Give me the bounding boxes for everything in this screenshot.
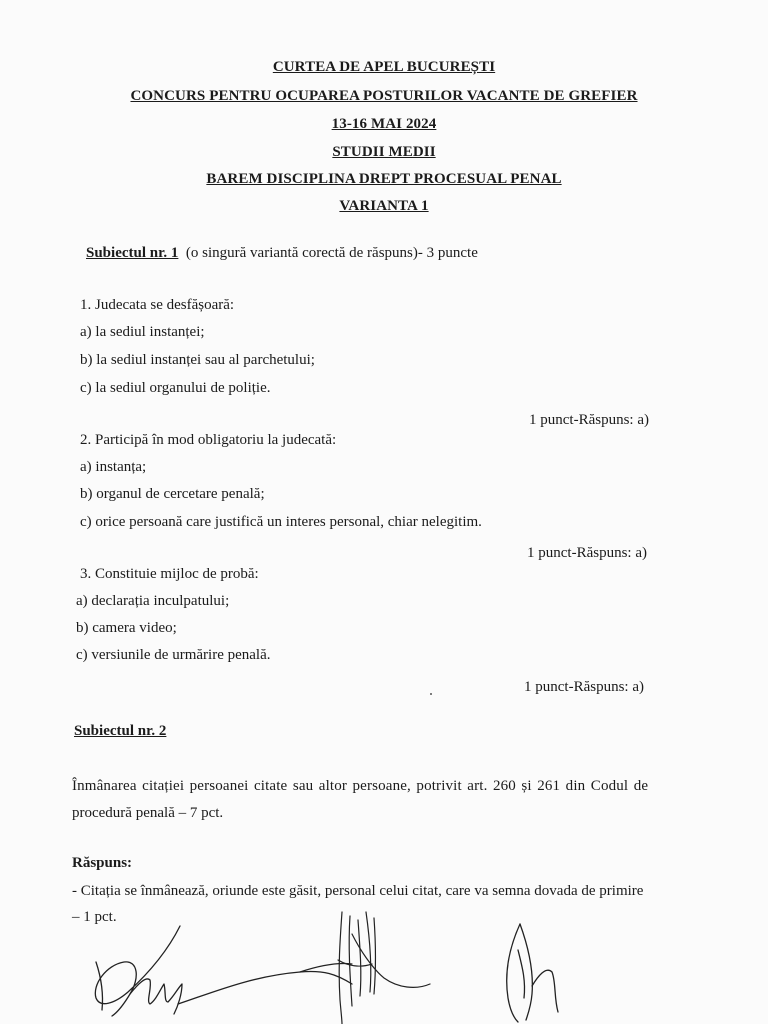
- q3-option-b: b) camera video;: [76, 620, 177, 636]
- competition-title: CONCURS PENTRU OCUPAREA POSTURILOR VACANTE DE GREFIER: [130, 88, 638, 104]
- discipline-title: BAREM DISCIPLINA DREPT PROCESUAL PENAL: [206, 171, 562, 187]
- subject2-title: Subiectul nr. 2: [74, 723, 167, 739]
- subject1-title: Subiectul nr. 1: [86, 245, 179, 261]
- subject1-note: (o singură variantă corectă de răspuns)- 3 puncte: [185, 245, 478, 261]
- answer-line2: – 1 pct.: [72, 909, 117, 925]
- q1-answer: 1 punct-Răspuns: a): [529, 412, 649, 428]
- exam-dates: 13-16 MAI 2024: [331, 116, 437, 132]
- study-level: STUDII MEDII: [332, 144, 436, 160]
- q1-option-c: c) la sediul organului de poliție.: [80, 380, 271, 396]
- question-2: 2. Participă în mod obligatoriu la judecată:: [80, 432, 337, 448]
- signature-left: [95, 926, 352, 1016]
- court-name: CURTEA DE APEL BUCUREȘTI: [272, 59, 496, 75]
- q3-answer: 1 punct-Răspuns: a): [524, 679, 644, 695]
- q3-option-c: c) versiunile de urmărire penală.: [76, 647, 271, 663]
- question-3: 3. Constituie mijloc de probă:: [80, 566, 259, 582]
- question-1: 1. Judecata se desfășoară:: [80, 297, 235, 313]
- q1-option-b: b) la sediul instanței sau al parchetului;: [80, 352, 315, 368]
- answer-line1: - Citația se înmânează, oriunde este găsit, personal celui citat, care va semna dovada de primire: [72, 883, 644, 899]
- q2-option-a: a) instanța;: [80, 459, 147, 475]
- q2-option-c: c) orice persoană care justifică un interes personal, chiar nelegitim.: [80, 514, 482, 530]
- signature-middle: [300, 912, 430, 1024]
- signature-right: [507, 924, 558, 1022]
- subject2-text-line2: procedură penală – 7 pct.: [72, 805, 224, 821]
- q3-option-a: a) declarația inculpatului;: [76, 593, 230, 609]
- q2-option-b: b) organul de cercetare penală;: [80, 486, 265, 502]
- answer-label: Răspuns:: [72, 855, 133, 871]
- q1-option-a: a) la sediul instanței;: [80, 324, 205, 340]
- variant-label: VARIANTA 1: [339, 198, 429, 214]
- q2-answer: 1 punct-Răspuns: a): [527, 545, 647, 561]
- subject2-text-line1: Înmânarea citației persoanei citate sau altor persoane, potrivit art. 260 și 261 din Codul de: [72, 778, 649, 794]
